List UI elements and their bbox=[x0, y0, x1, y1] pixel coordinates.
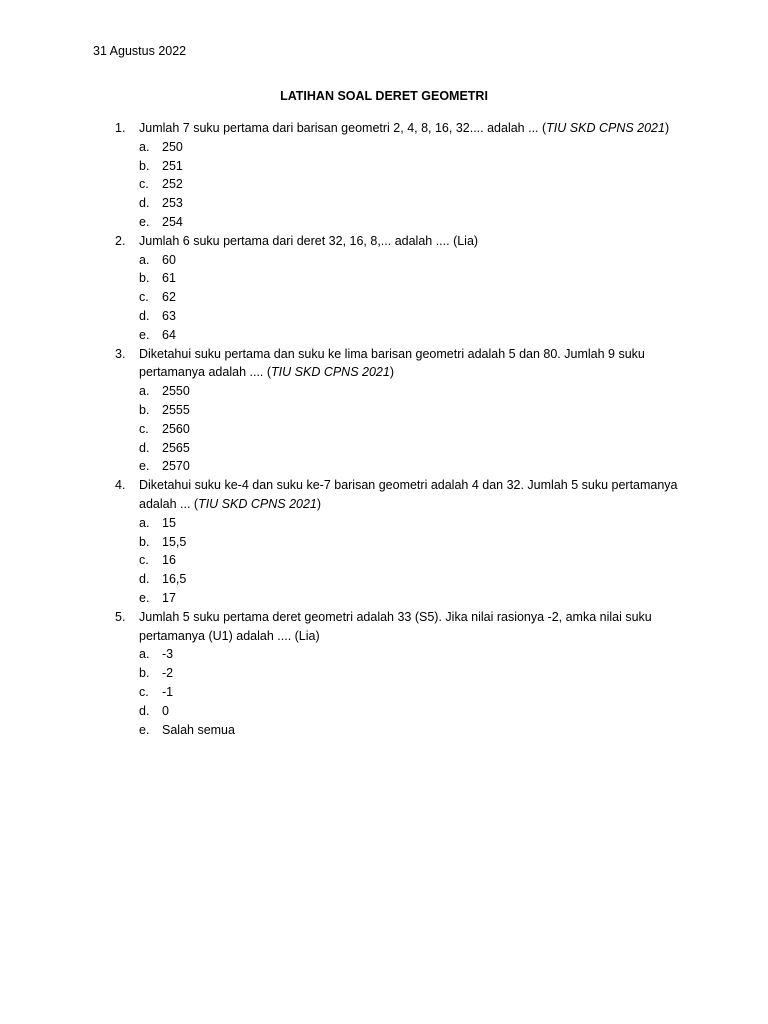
option-letter: b. bbox=[139, 666, 150, 681]
option-letter: d. bbox=[139, 196, 150, 211]
option-value: 2560 bbox=[162, 421, 190, 436]
answer-option bbox=[0, 288, 768, 307]
answer-option bbox=[0, 570, 768, 589]
answer-option bbox=[0, 307, 768, 326]
option-value: 2550 bbox=[162, 384, 190, 399]
answer-option bbox=[0, 157, 768, 176]
option-letter: c. bbox=[139, 177, 149, 192]
option-value: -1 bbox=[162, 684, 174, 699]
option-letter: d. bbox=[139, 308, 150, 323]
question-text-main: Diketahui suku pertama dan suku ke lima barisan geometri adalah 5 dan 80. Jumlah 9 suku pertamanya adalah .... ( bbox=[139, 346, 645, 380]
question-text-close: ) bbox=[316, 496, 322, 511]
option-value: 2570 bbox=[162, 459, 190, 474]
document-date: 31 Agustus 2022 bbox=[93, 44, 187, 58]
answer-option bbox=[0, 213, 768, 232]
question-text-main: Jumlah 6 suku pertama dari deret 32, 16, 8,... adalah .... (Lia) bbox=[139, 233, 479, 248]
option-value: 15 bbox=[162, 515, 176, 530]
question-source: TIU SKD CPNS 2021 bbox=[198, 496, 317, 511]
option-value: 60 bbox=[162, 252, 176, 267]
answer-option bbox=[0, 721, 768, 740]
question-item bbox=[0, 119, 768, 232]
option-letter: c. bbox=[139, 421, 149, 436]
question-number: 1. bbox=[115, 121, 126, 135]
answer-option bbox=[0, 589, 768, 608]
option-letter: d. bbox=[139, 572, 150, 587]
answer-option bbox=[0, 514, 768, 533]
option-letter: a. bbox=[139, 384, 150, 399]
answer-option bbox=[0, 194, 768, 213]
option-value: 252 bbox=[162, 177, 183, 192]
question-text-main: Diketahui suku ke-4 dan suku ke-7 barisan geometri adalah 4 dan 32. Jumlah 5 suku pertamanya adalah ... ( bbox=[139, 478, 678, 511]
option-letter: e. bbox=[139, 590, 150, 605]
document-title: LATIHAN SOAL DERET GEOMETRI bbox=[280, 89, 488, 103]
question-source: TIU SKD CPNS 2021 bbox=[546, 121, 665, 135]
question-stem bbox=[0, 232, 679, 251]
question-number: 5. bbox=[115, 609, 126, 624]
answer-option bbox=[0, 664, 768, 683]
question-stem bbox=[0, 345, 679, 383]
question-text bbox=[139, 610, 652, 643]
answer-option bbox=[0, 439, 768, 458]
answer-option bbox=[0, 457, 768, 476]
answer-option bbox=[0, 533, 768, 552]
question-text bbox=[139, 478, 678, 511]
answer-option bbox=[0, 401, 768, 420]
answer-option bbox=[0, 551, 768, 570]
question-stem bbox=[0, 119, 679, 138]
answer-option bbox=[0, 683, 768, 702]
question-number: 4. bbox=[115, 478, 126, 493]
question-stem bbox=[0, 608, 679, 646]
option-value: -2 bbox=[162, 666, 174, 681]
option-value: 16 bbox=[162, 553, 176, 568]
question-source: TIU SKD CPNS 2021 bbox=[271, 365, 390, 380]
option-value: 2565 bbox=[162, 440, 190, 455]
question-item bbox=[0, 608, 768, 740]
option-letter: b. bbox=[139, 534, 150, 549]
question-item bbox=[0, 345, 768, 477]
answer-option bbox=[0, 702, 768, 721]
option-value: 254 bbox=[162, 214, 183, 229]
option-value: 62 bbox=[162, 290, 176, 305]
option-letter: b. bbox=[139, 158, 150, 173]
question-item bbox=[0, 232, 768, 345]
option-letter: d. bbox=[139, 703, 150, 718]
option-value: 63 bbox=[162, 308, 176, 323]
option-letter: b. bbox=[139, 402, 150, 417]
option-value: -3 bbox=[162, 647, 174, 662]
question-stem bbox=[0, 476, 679, 514]
option-value: 16,5 bbox=[162, 572, 187, 587]
answer-option bbox=[0, 138, 768, 157]
question-text-main: Jumlah 7 suku pertama dari barisan geometri 2, 4, 8, 16, 32.... adalah ... ( bbox=[139, 121, 547, 135]
option-letter: a. bbox=[139, 515, 150, 530]
answer-option bbox=[0, 175, 768, 194]
option-value: 250 bbox=[162, 139, 183, 154]
option-value: 0 bbox=[162, 703, 169, 718]
option-value: Salah semua bbox=[162, 722, 235, 737]
option-value: 61 bbox=[162, 271, 176, 286]
option-letter: c. bbox=[139, 684, 149, 699]
question-text-main: Jumlah 5 suku pertama deret geometri adalah 33 (S5). Jika nilai rasionya -2, amka nilai suku pertamanya (U1) adalah .... (Lia) bbox=[139, 609, 652, 643]
answer-option bbox=[0, 326, 768, 345]
option-letter: e. bbox=[139, 722, 150, 737]
option-value: 15,5 bbox=[162, 534, 187, 549]
option-letter: a. bbox=[139, 139, 150, 154]
option-value: 2555 bbox=[162, 402, 190, 417]
option-value: 251 bbox=[162, 158, 183, 173]
answer-option bbox=[0, 382, 768, 401]
question-text bbox=[139, 121, 669, 135]
question-number: 3. bbox=[115, 346, 126, 361]
option-value: 64 bbox=[162, 327, 176, 342]
question-number: 2. bbox=[115, 233, 126, 248]
question-text-close: ) bbox=[664, 121, 670, 135]
option-letter: b. bbox=[139, 271, 150, 286]
answer-option bbox=[0, 251, 768, 270]
question-item bbox=[0, 476, 768, 608]
option-letter: d. bbox=[139, 440, 150, 455]
question-text-close: ) bbox=[389, 365, 394, 380]
question-text bbox=[139, 234, 478, 248]
option-letter: e. bbox=[139, 214, 150, 229]
option-letter: c. bbox=[139, 553, 149, 568]
option-letter: e. bbox=[139, 459, 150, 474]
question-list bbox=[0, 119, 768, 739]
answer-option bbox=[0, 269, 768, 288]
option-letter: c. bbox=[139, 290, 149, 305]
answer-option bbox=[0, 645, 768, 664]
option-letter: e. bbox=[139, 327, 150, 342]
option-value: 17 bbox=[162, 590, 176, 605]
option-letter: a. bbox=[139, 252, 150, 267]
question-text bbox=[139, 347, 645, 380]
option-value: 253 bbox=[162, 196, 183, 211]
answer-option bbox=[0, 420, 768, 439]
option-letter: a. bbox=[139, 647, 150, 662]
